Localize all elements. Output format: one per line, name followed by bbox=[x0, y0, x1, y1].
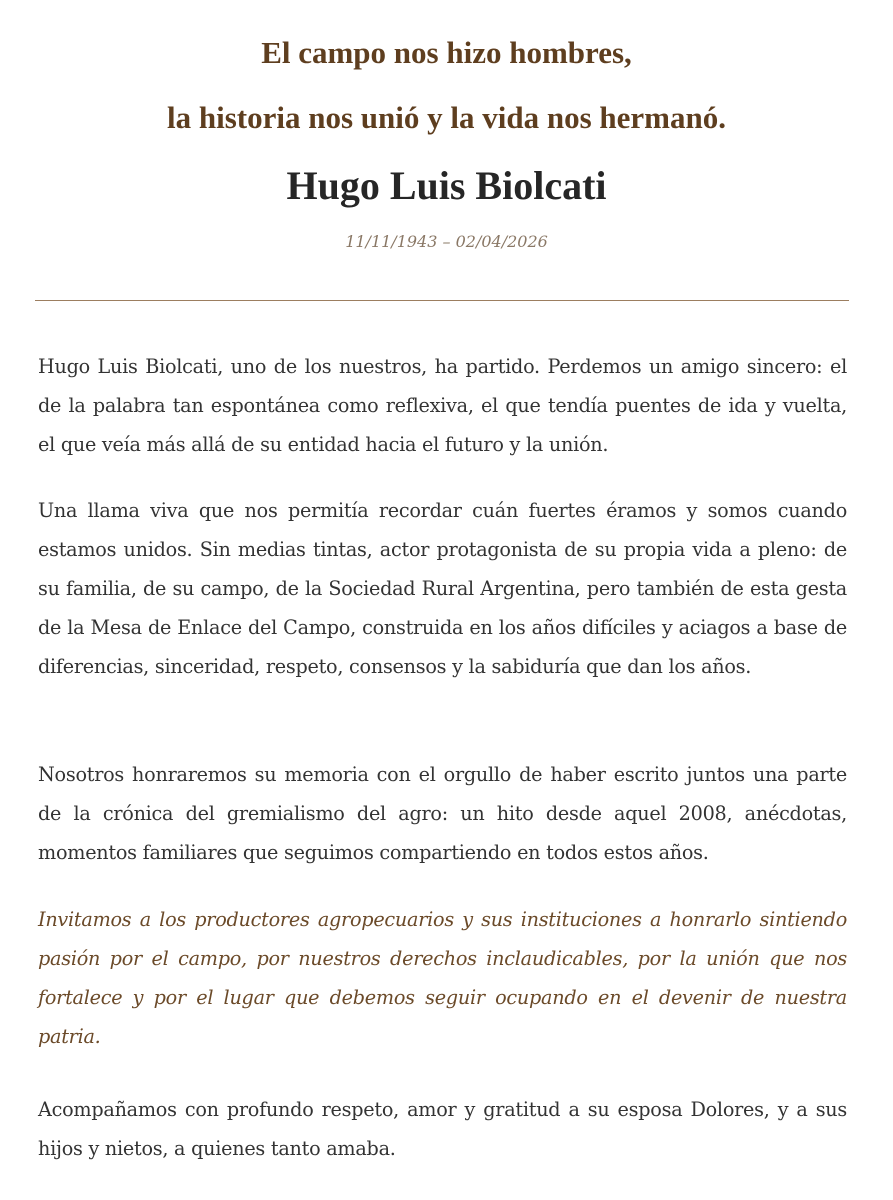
paragraph-condolences: Acompañamos con profundo respeto, amor y gratitud a su esposa Dolores, y a sus hijos y nietos, a quienes tanto amaba. bbox=[38, 1098, 847, 1160]
paragraph-llama-viva: Una llama viva que nos permitía recordar cuán fuertes éramos y somos cuando estamos unidos. Sin medias tintas, actor protagonista de su propia vida a pleno: de su familia, de su campo, de la Sociedad Rural Argentina, pero también de esta gesta de la Mesa de Enlace del Campo, construida en los años difíciles y aciagos a base de diferencias, sinceridad, respeto, consensos y la sabiduría que dan los años. bbox=[38, 499, 847, 678]
paragraph-memoria: Nosotros honraremos su memoria con el orgullo de haber escrito juntos una parte de la crónica del gremialismo del agro: un hito desde aquel 2008, anécdotas, momentos familiares que seguimos compartiendo en todos estos años. bbox=[38, 763, 847, 864]
heading-line-1: El campo nos hizo hombres, bbox=[261, 35, 632, 70]
paragraph-invitation: Invitamos a los productores agropecuarios y sus instituciones a honrarlo sintiendo pasión por el campo, por nuestros derechos inclaudicables, por la unión que nos fortalece y por el lugar que debemos seguir ocupando en el devenir de nuestra patria. bbox=[38, 908, 847, 1048]
heading-line-2: la historia nos unió y la vida nos hermanó. bbox=[167, 100, 726, 135]
life-dates: 11/11/1943 – 02/04/2026 bbox=[345, 232, 548, 251]
divider bbox=[35, 300, 849, 301]
deceased-name: Hugo Luis Biolcati bbox=[286, 163, 607, 208]
paragraph-tribute: Hugo Luis Biolcati, uno de los nuestros, ha partido. Perdemos un amigo sincero: el de la palabra tan espontánea como reflexiva, el que tendía puentes de ida y vuelta, el que veía más allá de su entidad hacia el futuro y la unión. bbox=[38, 355, 847, 456]
